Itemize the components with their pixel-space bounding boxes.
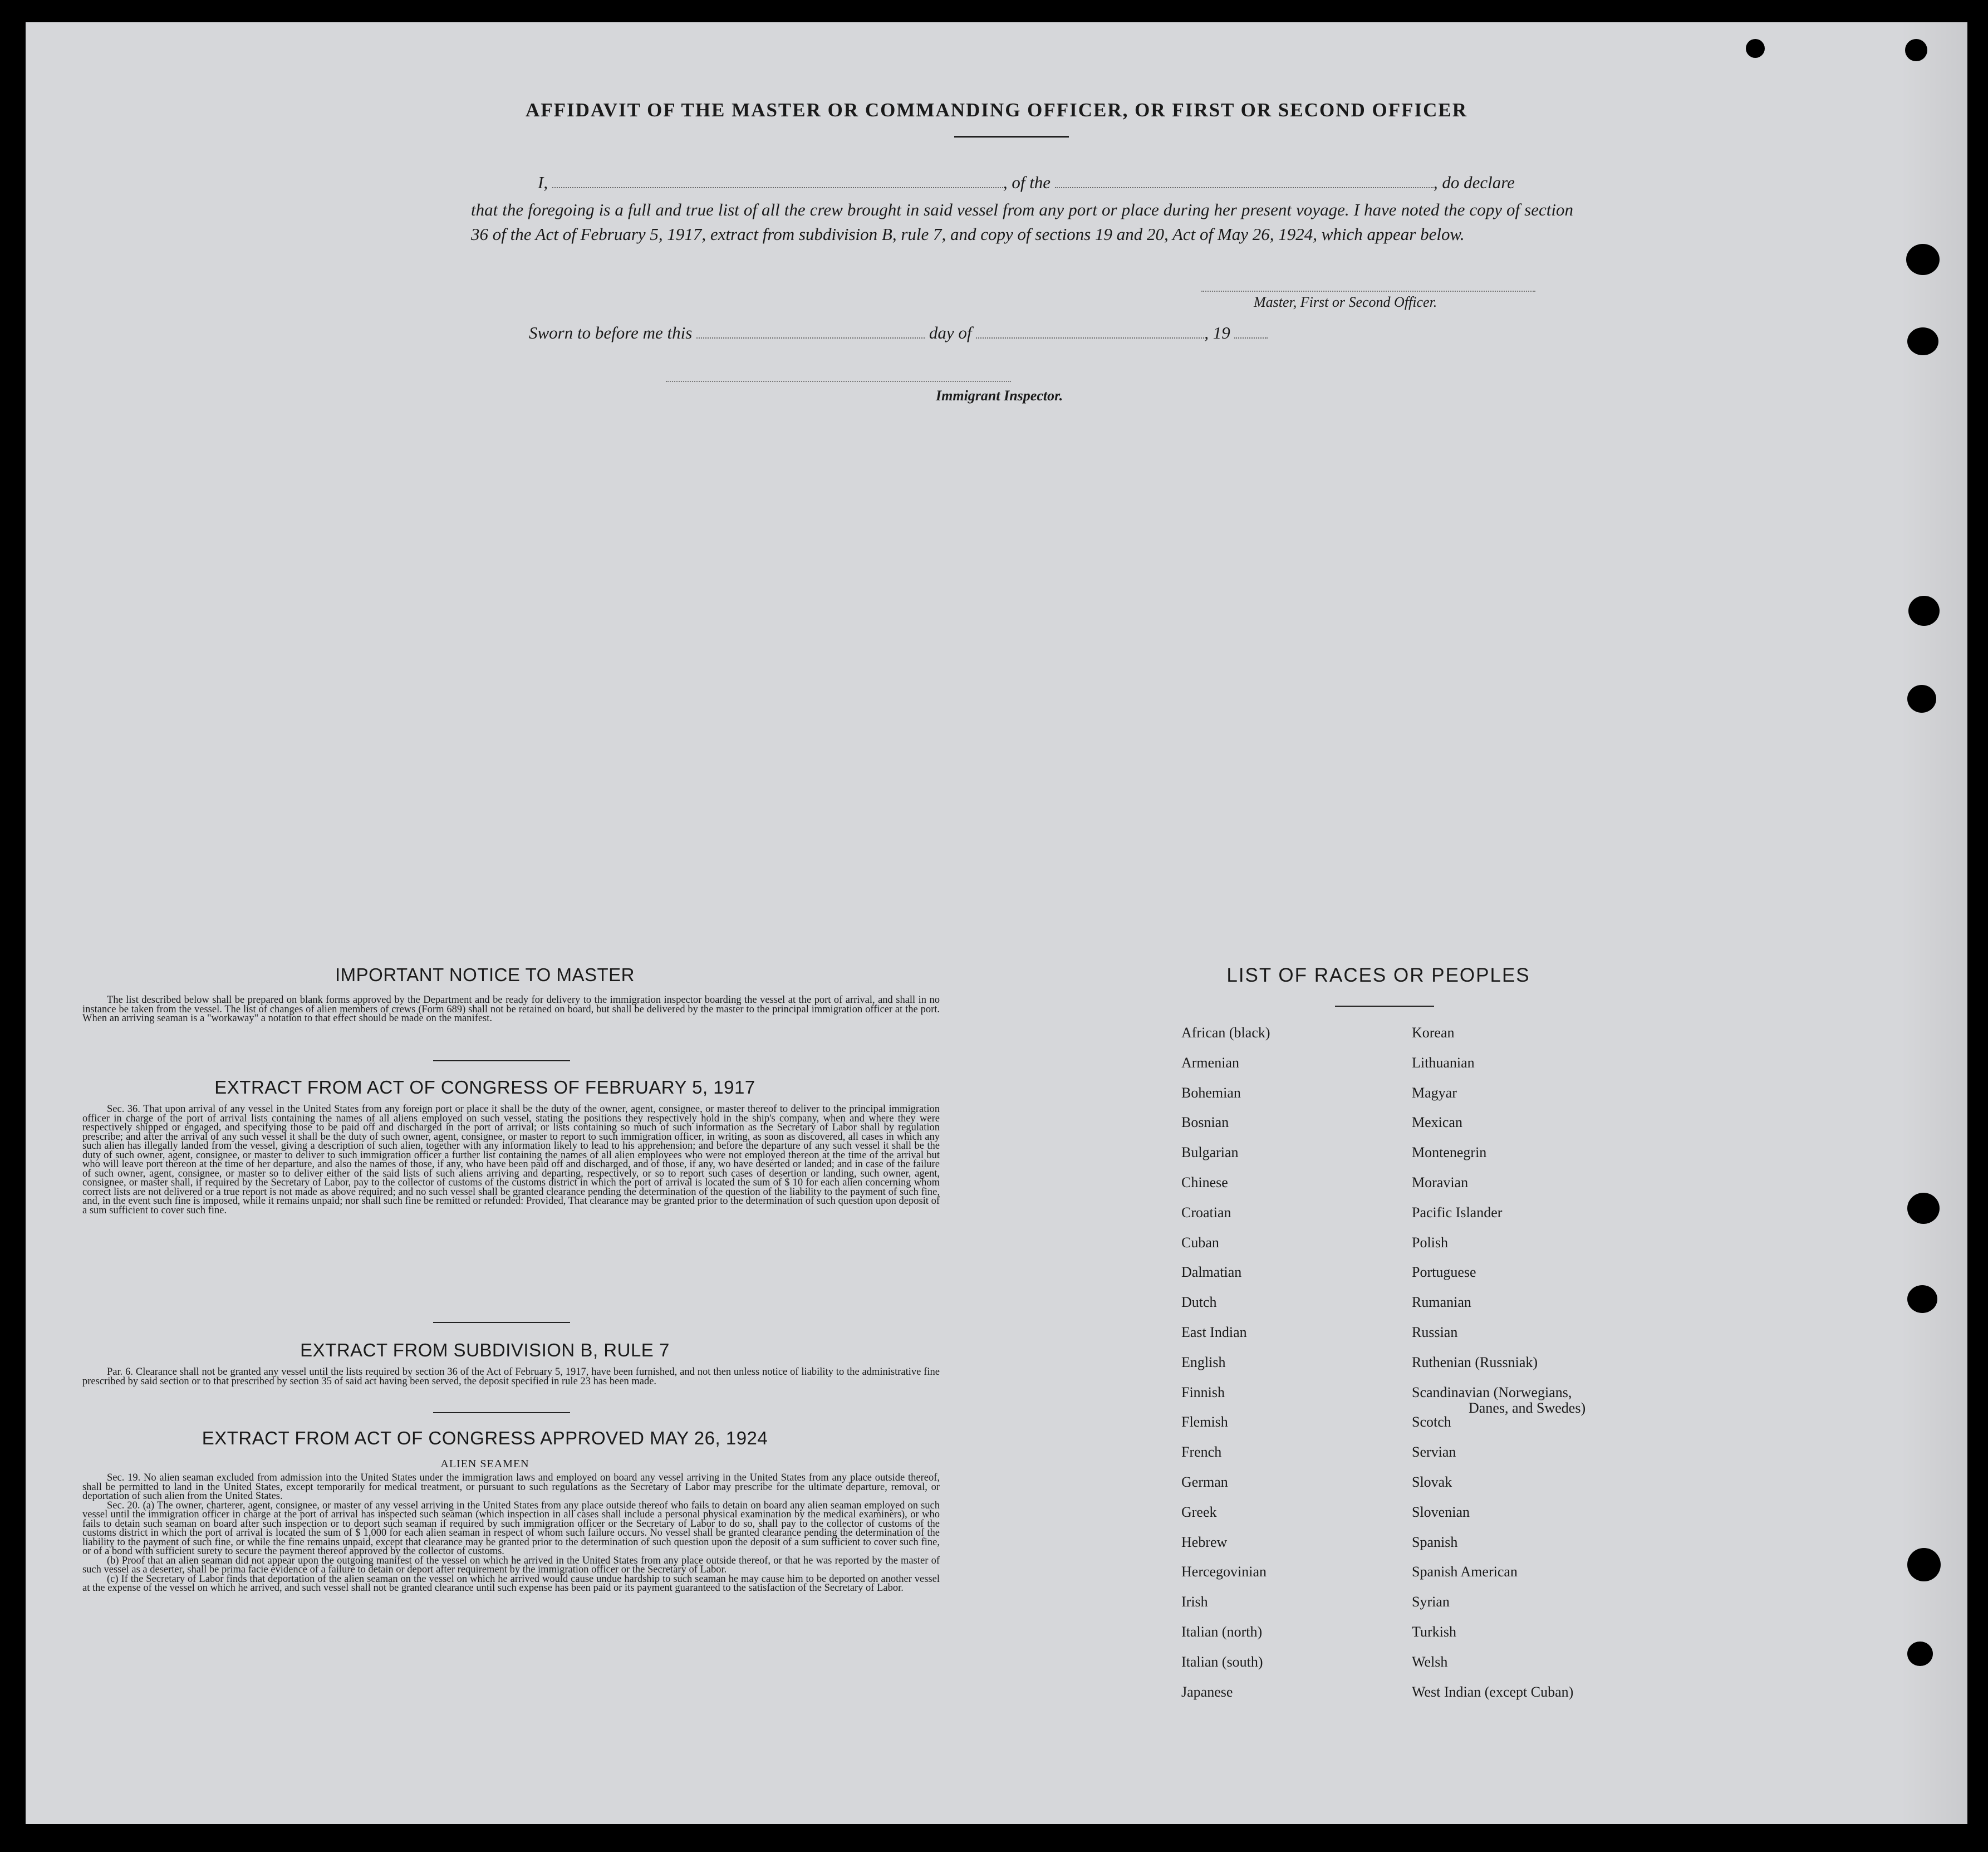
affidavit-paragraph: that the foregoing is a full and true list of all the crew brought in said vessel from any port or place during her present voyage. I have noted the copy of section 36 of the Act of February 5, 1917, extract from subdivision B, rule 7, and copy of sections 19 and 20, Act of May 26, 1924, which appear below.: [471, 200, 1573, 244]
race-item: Montenegrin: [1412, 1144, 1487, 1161]
extract-1924-body: [82, 1473, 940, 1593]
nineteen-text: , 19: [1204, 323, 1230, 342]
binder-hole: [1908, 596, 1940, 626]
rule7-body: [82, 1368, 940, 1386]
race-item: Welsh: [1412, 1653, 1448, 1670]
rule7-title: EXTRACT FROM SUBDIVISION B, RULE 7: [300, 1340, 670, 1360]
race-item: East Indian: [1181, 1324, 1247, 1340]
sworn-text: Sworn to before me this: [529, 323, 693, 342]
race-item: Russian: [1412, 1324, 1458, 1340]
sec20c-paragraph: (c) If the Secretary of Labor finds that deportation of the alien seaman on the vessel on which he arrived would cause undue hardship to such seaman he may cause him to be deported on another vessel at the expense of the vessel on which he arrived, and such vessel shall not be granted clearance until such expense has been paid or its payment guaranteed to the satisfaction of the Secretary of Labor.: [82, 1573, 940, 1594]
race-item: Mexican: [1412, 1114, 1462, 1131]
binder-hole: [1905, 39, 1927, 61]
inspector-label: Immigrant Inspector.: [936, 388, 1063, 404]
notice-body: [82, 996, 940, 1023]
notice-paragraph: The list described below shall be prepared on blank forms approved by the Department and be ready for delivery to the immigration inspector boarding the vessel at the port of arrival, and shall in no instance be taken from the vessel. The list of changes of alien members of crews (Form 689) shall not be retained on board, but shall be delivered by the master to the principal immigration officer at the port. When an arriving seaman is a "workaway" a notation to that effect should be made on the manifest.: [82, 994, 940, 1024]
sec19-paragraph: Sec. 19. No alien seaman excluded from admission into the United States under the immigration laws and employed on board any vessel arriving in the United States from any place outside thereof, shall be permitted to land in the United States, except temporarily for medical treatment, or pursuant to such regulations as the Secretary of Labor may prescribe for the ultimate departure, removal, or deportation of such alien from the United States.: [82, 1472, 940, 1502]
binder-hole: [1907, 1285, 1937, 1313]
title-rule: [954, 136, 1069, 138]
race-item: Bulgarian: [1181, 1144, 1239, 1161]
race-item: Dutch: [1181, 1294, 1217, 1311]
rule-1: [433, 1060, 570, 1061]
race-item: Magyar: [1412, 1084, 1457, 1101]
binder-hole: [1746, 39, 1765, 58]
race-item: Rumanian: [1412, 1294, 1471, 1311]
race-item: English: [1181, 1354, 1226, 1370]
race-item: Chinese: [1181, 1174, 1228, 1190]
race-item: Pacific Islander: [1412, 1204, 1503, 1221]
race-item: Portuguese: [1412, 1264, 1476, 1281]
extract-1917-body: [82, 1105, 940, 1215]
race-item: Hercegovinian: [1181, 1564, 1267, 1580]
race-item: Italian (north): [1181, 1624, 1263, 1640]
affidavit-declare: , do declare: [1433, 173, 1515, 192]
extract-1917-title: EXTRACT FROM ACT OF CONGRESS OF FEBRUARY 5, 1917: [214, 1077, 755, 1098]
binder-hole: [1906, 244, 1940, 275]
sworn-day-blank: [696, 337, 925, 339]
race-item: Turkish: [1412, 1624, 1456, 1640]
affidavit-i: I,: [538, 173, 548, 192]
par6-paragraph: Par. 6. Clearance shall not be granted any vessel until the lists required by section 36 of the Act of February 5, 1917, have been furnished, and not then unless notice of liability to the administrative fine prescribed by said section or to that prescribed by section 35 of said act having been served, the deposit specified in rule 23 has been made.: [82, 1366, 940, 1387]
rule-3: [433, 1412, 570, 1413]
race-item: Bosnian: [1181, 1114, 1229, 1131]
race-item: Cuban: [1181, 1234, 1219, 1251]
race-item: Syrian: [1412, 1594, 1450, 1610]
race-item: Spanish American: [1412, 1564, 1518, 1580]
rule-2: [433, 1322, 570, 1323]
affidavit-line-1: [538, 173, 1515, 193]
race-item: Spanish: [1412, 1533, 1458, 1550]
sec36-paragraph: Sec. 36. That upon arrival of any vessel in the United States from any foreign port or place it shall be the duty of the owner, agent, consignee, or master thereof to deliver to the principal immigration officer in charge of the port of arrival lists containing the names of all aliens employed on such vessel, stating the positions they respectively hold in the ship's company, when and where they were respectively shipped or engaged, and specifying those to be paid off and discharged in the port of arrival; or lists containing so much of such information as the Secretary of Labor shall by regulation prescribe; and after the arrival of any such vessel it shall be the duty of such owner, agent, consignee, or master to report to such immigration officer, in writing, as soon as discovered, all cases in which any such alien has illegally landed from the vessel, giving a description of such alien, together with any information likely to lead to his apprehension; and before the departure of any such vessel it shall be the duty of such owner, agent, consignee, or master to deliver to such immigration officer a further list containing the names of all alien employees who were not employed thereon at the time of the arrival but who will leave port thereon at the time of her departure, and also the names of those, if any, who have been paid off and discharged, and of those, if any, wo have deserted or landed; and in case of the failure of such owner, agent, consignee, or master so to deliver either of the said lists of such aliens arriving and departing, respectively, or so to report such cases of desertion or landing, such owner, agent, consignee, or master shall, if required by the Secretary of Labor, pay to the collector of customs of the customs district in which the port of arrival is located the sum of $ 10 for each alien concerning whom correct lists are not delivered or a true report is not made as above required; and no such vessel shall be granted clearance pending the determination of the question of the liability to the payment of such fine, and, in the event such fine is imposed, while it remains unpaid; nor shall such fine be remitted or refunded: Provided, That clearance may be granted prior to the determination of such question upon deposit of a sum sufficient to cover such fine.: [82, 1104, 940, 1216]
vessel-blank: [1055, 187, 1434, 188]
race-item: Slovenian: [1412, 1503, 1470, 1520]
race-item: Polish: [1412, 1234, 1449, 1251]
sworn-month-blank: [976, 337, 1204, 339]
race-item: Greek: [1181, 1503, 1217, 1520]
master-signature-line: [1201, 291, 1535, 292]
race-item: Slovak: [1412, 1474, 1452, 1490]
name-blank: [552, 187, 1003, 188]
master-label: Master, First or Second Officer.: [1254, 294, 1437, 310]
race-item: Japanese: [1181, 1683, 1233, 1700]
binder-hole: [1907, 685, 1936, 713]
race-item: German: [1181, 1474, 1228, 1490]
binder-hole: [1907, 327, 1938, 355]
race-item: Hebrew: [1181, 1533, 1228, 1550]
race-item: African (black): [1181, 1025, 1270, 1041]
race-item: Irish: [1181, 1594, 1208, 1610]
sec20a-paragraph: Sec. 20. (a) The owner, charterer, agent, consignee, or master of any vessel arriving in the United States from any place outside thereof who fails to detain on board any alien seaman employed on such vessel until the immigration officer in charge at the port of arrival has inspected such seaman (which inspection in all cases shall include a personal physical examination by the medical examiners), or who fails to detain such seaman on board after such inspection or to deport such seaman if required by such immigration officer or the Secretary of Labor to do so, shall pay to the collector of customs of the customs district in which the port of arrival is located the sum of $ 1,000 for each alien seaman in respect of whom such failure occurs. No vessel shall be granted clearance pending the determination of the liability to the payment of such fine, or while the fine remains unpaid, except that clearance may be granted prior to the determination of such question upon the deposit of a sum sufficient to cover such fine, or of a bond with sufficient surety to secure the payment thereof approved by the collector of customs.: [82, 1500, 940, 1557]
races-title: LIST OF RACES OR PEOPLES: [1226, 964, 1530, 986]
sworn-line: [529, 323, 1268, 343]
alien-seamen-subtitle: ALIEN SEAMEN: [440, 1458, 529, 1470]
race-item: Armenian: [1181, 1054, 1239, 1071]
race-item: Korean: [1412, 1025, 1455, 1041]
races-rule: [1335, 1006, 1434, 1007]
day-of-text: day of: [929, 323, 972, 342]
race-item: Scotch: [1412, 1414, 1451, 1430]
race-item: French: [1181, 1444, 1222, 1461]
inspector-signature-line: [666, 381, 1011, 382]
race-item: Dalmatian: [1181, 1264, 1242, 1281]
binder-hole: [1907, 1642, 1933, 1666]
race-item: Moravian: [1412, 1174, 1469, 1190]
race-item: Finnish: [1181, 1384, 1225, 1400]
race-item: Italian (south): [1181, 1653, 1263, 1670]
race-item: Flemish: [1181, 1414, 1228, 1430]
year-blank: [1234, 337, 1268, 339]
affidavit-of-the: , of the: [1003, 173, 1051, 192]
extract-1924-title: EXTRACT FROM ACT OF CONGRESS APPROVED MAY 26, 1924: [202, 1428, 768, 1448]
race-item: Ruthenian (Russniak): [1412, 1354, 1538, 1370]
notice-title: IMPORTANT NOTICE TO MASTER: [335, 964, 635, 985]
race-item: West Indian (except Cuban): [1412, 1683, 1574, 1700]
binder-hole: [1907, 1193, 1940, 1224]
race-item: Bohemian: [1181, 1084, 1241, 1101]
race-item: Scandinavian (Norwegians,: [1412, 1384, 1572, 1400]
race-item: Croatian: [1181, 1204, 1231, 1221]
race-item: Lithuanian: [1412, 1054, 1475, 1071]
scandinavian-continuation: Danes, and Swedes): [1469, 1400, 1586, 1416]
form-page: [26, 22, 1967, 1824]
affidavit-title: AFFIDAVIT OF THE MASTER OR COMMANDING OFFICER, OR FIRST OR SECOND OFFICER: [526, 99, 1467, 121]
sec20b-paragraph: (b) Proof that an alien seaman did not appear upon the outgoing manifest of the vessel on which he arrived in the United States from any place outside thereof, or that he was reported by the master of such vessel as a deserter, shall be prima facie evidence of a failure to detain or deport after requirement by the immigration officer or the Secretary of Labor.: [82, 1555, 940, 1575]
race-item: Servian: [1412, 1444, 1456, 1461]
binder-hole: [1907, 1548, 1941, 1581]
